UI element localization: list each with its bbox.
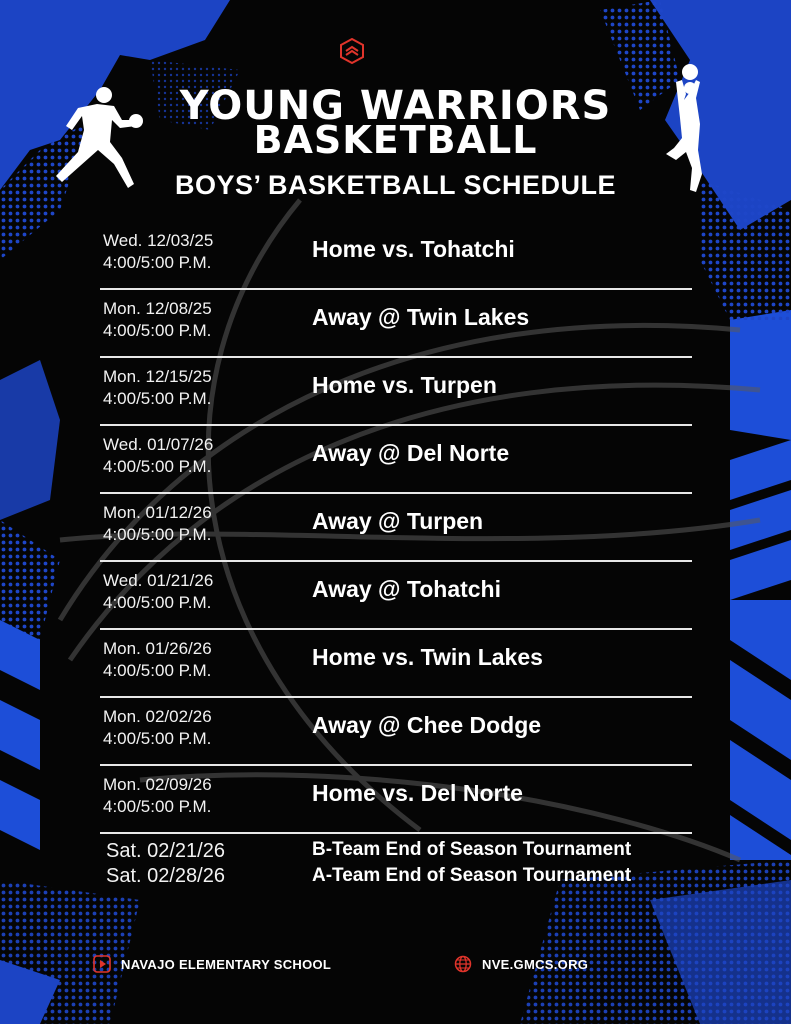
brand-logo-icon — [339, 38, 365, 64]
schedule-row — [100, 766, 692, 834]
footer-school — [93, 953, 331, 975]
tournament-event-2: A-Team End of Season Tournament — [312, 865, 632, 886]
school-name: NAVAJO ELEMENTARY SCHOOL — [121, 956, 332, 972]
tournament-date-1: Sat. 02/21/26 — [106, 840, 225, 862]
tournament-date-2: Sat. 02/28/26 — [106, 865, 225, 887]
tournament-event-1: B-Team End of Season Tournament — [312, 839, 632, 860]
schedule-row — [100, 562, 692, 630]
game-datetime — [103, 638, 293, 682]
page-subtitle: BOYS’ BASKETBALL SCHEDULE — [174, 170, 617, 200]
game-matchup: Home vs. Turpen — [312, 372, 497, 398]
game-datetime — [103, 434, 293, 478]
game-time: 4:00/5:00 P.M. — [103, 661, 212, 680]
website-link[interactable]: NVE.GMCS.ORG — [482, 956, 589, 972]
game-time: 4:00/5:00 P.M. — [103, 321, 212, 340]
game-time: 4:00/5:00 P.M. — [103, 389, 212, 408]
title-line-1: YOUNG WARRIORS — [179, 83, 612, 129]
game-matchup: Home vs. Twin Lakes — [312, 644, 543, 670]
game-time: 4:00/5:00 P.M. — [103, 729, 212, 748]
game-matchup: Away @ Twin Lakes — [312, 304, 530, 330]
game-datetime — [103, 502, 293, 546]
game-time: 4:00/5:00 P.M. — [103, 797, 212, 816]
game-datetime — [103, 366, 293, 410]
game-date: Wed. 12/03/25 — [103, 231, 214, 250]
game-time: 4:00/5:00 P.M. — [103, 593, 212, 612]
game-date: Mon. 12/15/25 — [103, 367, 212, 386]
game-date: Mon. 02/09/26 — [103, 775, 212, 794]
game-matchup: Away @ Turpen — [312, 508, 484, 534]
game-date: Wed. 01/21/26 — [103, 571, 214, 590]
title-line-2: BASKETBALL — [253, 118, 538, 162]
tournament-row — [100, 835, 692, 895]
game-time: 4:00/5:00 P.M. — [103, 525, 212, 544]
game-date: Mon. 12/08/25 — [103, 299, 212, 318]
game-date: Mon. 01/26/26 — [103, 639, 212, 658]
game-time: 4:00/5:00 P.M. — [103, 253, 212, 272]
game-date: Mon. 01/12/26 — [103, 503, 212, 522]
game-datetime — [103, 230, 293, 274]
schedule-row — [100, 222, 692, 290]
game-matchup: Home vs. Tohatchi — [312, 236, 515, 262]
game-matchup: Away @ Tohatchi — [312, 576, 501, 602]
schedule-row — [100, 630, 692, 698]
schedule-row — [100, 358, 692, 426]
globe-icon — [454, 955, 472, 973]
game-matchup: Away @ Chee Dodge — [312, 712, 542, 738]
game-matchup: Home vs. Del Norte — [312, 780, 523, 806]
play-icon — [93, 955, 111, 973]
tournament-dates — [106, 839, 225, 889]
game-datetime — [103, 774, 293, 818]
footer-website[interactable] — [454, 953, 588, 975]
tournament-events — [312, 837, 631, 889]
game-matchup: Away @ Del Norte — [312, 440, 510, 466]
game-time: 4:00/5:00 P.M. — [103, 457, 212, 476]
schedule-list — [100, 222, 692, 834]
game-datetime — [103, 706, 293, 750]
schedule-row — [100, 698, 692, 766]
game-datetime — [103, 570, 293, 614]
schedule-row — [100, 494, 692, 562]
game-date: Wed. 01/07/26 — [103, 435, 214, 454]
schedule-row — [100, 290, 692, 358]
schedule-row — [100, 426, 692, 494]
game-datetime — [103, 298, 293, 342]
game-date: Mon. 02/02/26 — [103, 707, 212, 726]
